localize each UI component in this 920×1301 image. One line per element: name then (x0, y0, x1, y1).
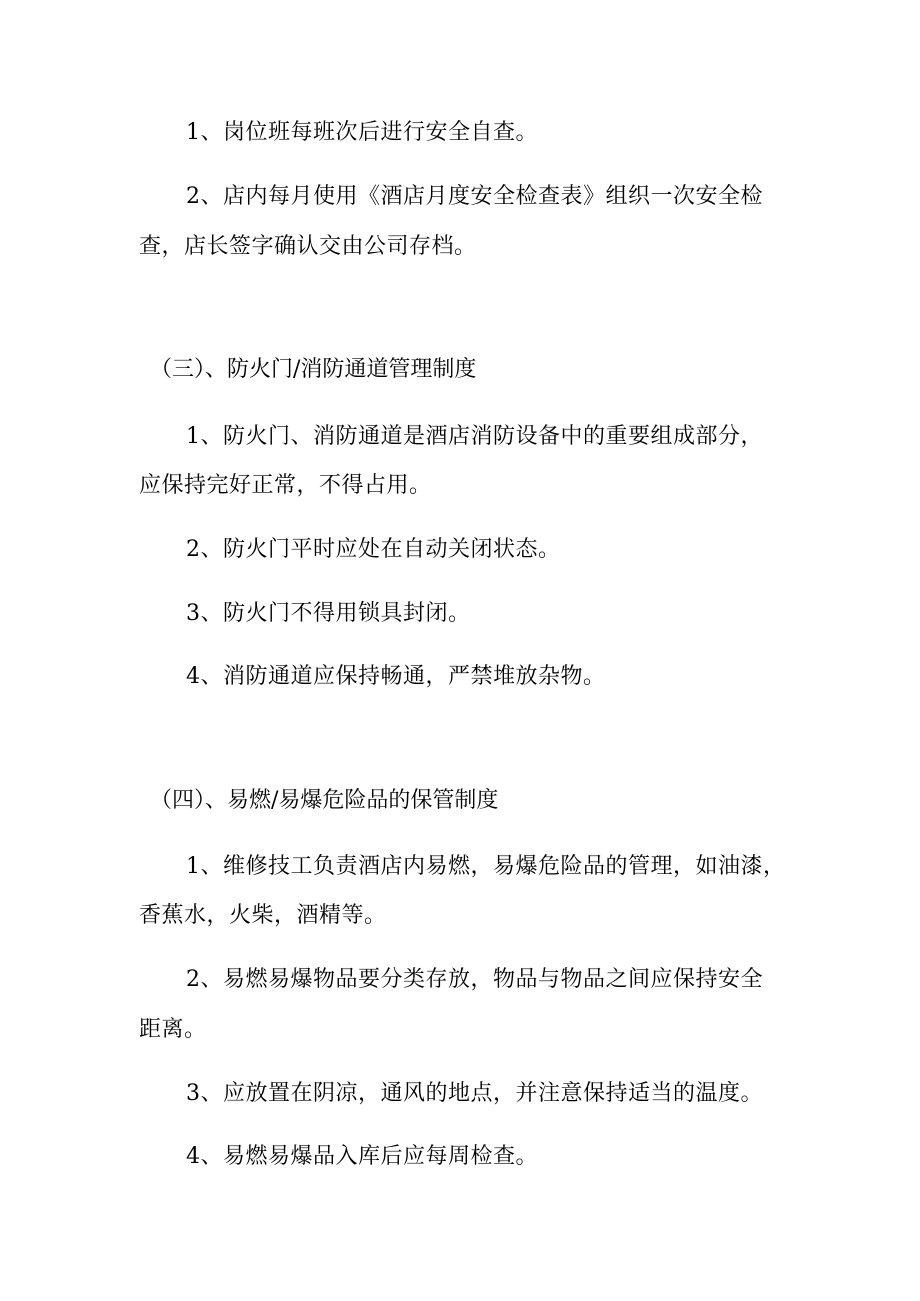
section-four-item-1-line-1: 1、维修技工负责酒店内易燃，易爆危险品的管理，如油漆， (186, 854, 786, 879)
section-three-item-4: 4、消防通道应保持畅通，严禁堆放杂物。 (186, 664, 606, 689)
section-two-item-2-line-1: 2、店内每月使用《酒店月度安全检查表》组织一次安全检 (186, 184, 763, 209)
section-four-item-3: 3、应放置在阴凉，通风的地点，并注意保持适当的温度。 (186, 1081, 763, 1106)
section-three-item-1-line-2: 应保持完好正常，不得占用。 (139, 473, 432, 498)
section-two-item-2-line-2: 查，店长签字确认交由公司存档。 (139, 234, 477, 259)
section-three-item-1-line-1: 1、防火门、消防通道是酒店消防设备中的重要组成部分， (186, 424, 763, 449)
section-three-heading: （三）、防火门/消防通道管理制度 (150, 357, 477, 382)
section-three-item-2: 2、防火门平时应处在自动关闭状态。 (186, 537, 561, 562)
section-four-item-4: 4、易燃易爆品入库后应每周检查。 (186, 1144, 538, 1169)
section-four-item-2-line-1: 2、易燃易爆物品要分类存放，物品与物品之间应保持安全 (186, 967, 763, 992)
section-two-item-1: 1、岗位班每班次后进行安全自查。 (186, 120, 538, 145)
section-four-heading: （四）、易燃/易爆危险品的保管制度 (150, 788, 499, 813)
section-three-item-3: 3、防火门不得用锁具封闭。 (186, 601, 471, 626)
section-four-item-1-line-2: 香蕉水，火柴，酒精等。 (139, 903, 387, 928)
section-four-item-2-line-2: 距离。 (139, 1017, 207, 1042)
